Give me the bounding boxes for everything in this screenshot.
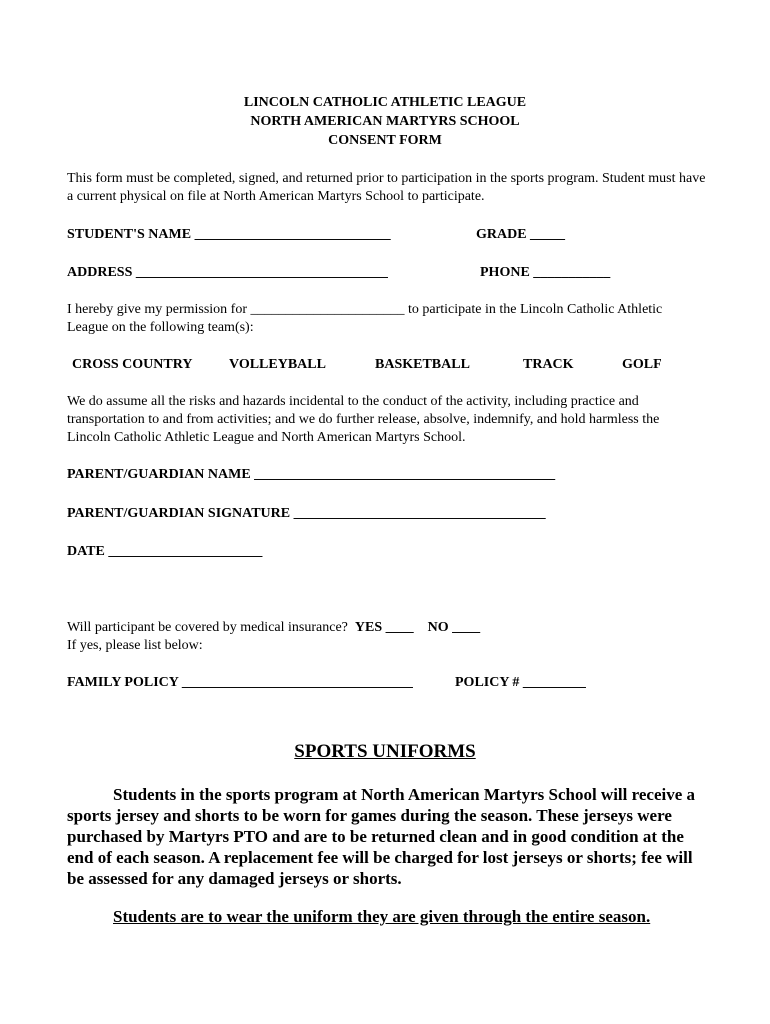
school-title: NORTH AMERICAN MARTYRS SCHOOL (250, 114, 520, 129)
policy-number-field[interactable]: POLICY # _________ (455, 675, 586, 690)
sports-uniforms-heading: SPORTS UNIFORMS (294, 741, 476, 762)
family-policy-field[interactable]: FAMILY POLICY _________________________________ (67, 675, 413, 690)
team-cross-country: CROSS COUNTRY (72, 357, 193, 372)
insurance-yes-field[interactable]: YES ____ (354, 620, 414, 635)
intro-paragraph: This form must be completed, signed, and returned prior to participation in the sports program. Student must have a current physical on file at North American Martyrs School to participate. (67, 171, 706, 204)
league-title: LINCOLN CATHOLIC ATHLETIC LEAGUE (243, 95, 527, 110)
insurance-question (67, 619, 480, 637)
guardian-signature-field[interactable]: PARENT/GUARDIAN SIGNATURE ____________________________________ (67, 506, 546, 521)
risk-statement: We do assume all the risks and hazards incidental to the conduct of the activity, including practice and transportation to and from activities; and we do further release, absolve, indemnify, and hold harmless the Lincoln Catholic Athletic League and North American Martyrs School. (67, 394, 660, 445)
team-basketball: BASKETBALL (375, 357, 470, 372)
grade-field[interactable]: GRADE _____ (476, 227, 566, 242)
uniforms-note: Students are to wear the uniform they are given through the entire season. (113, 907, 651, 926)
phone-field[interactable]: PHONE ___________ (480, 265, 611, 280)
guardian-name-field[interactable]: PARENT/GUARDIAN NAME ___________________________________________ (67, 467, 556, 482)
team-track: TRACK (523, 357, 574, 372)
permission-paragraph: I hereby give my permission for ______________________ to participate in the Lincoln Catholic Athletic League on the following team(s): (67, 302, 663, 335)
insurance-no-field[interactable]: NO ____ (427, 620, 481, 635)
student-name-field[interactable]: STUDENT'S NAME ____________________________ (67, 227, 391, 242)
uniforms-paragraph: Students in the sports program at North American Martyrs School will receive a sports jersey and shorts to be worn for games during the season. These jerseys were purchased by Martyrs PTO and are to be returned clean and in good condition at the end of each season. A replacement fee will be charged for lost jerseys or shorts; fee will be assessed for any damaged jerseys or shorts. (67, 785, 696, 888)
team-golf: GOLF (622, 357, 662, 372)
team-volleyball: VOLLEYBALL (229, 357, 326, 372)
insurance-question-text: Will participant be covered by medical insurance? (67, 620, 348, 635)
form-title: CONSENT FORM (328, 133, 442, 148)
address-field[interactable]: ADDRESS ____________________________________ (67, 265, 388, 280)
insurance-followup: If yes, please list below: (67, 638, 203, 653)
date-field[interactable]: DATE ______________________ (67, 544, 263, 559)
